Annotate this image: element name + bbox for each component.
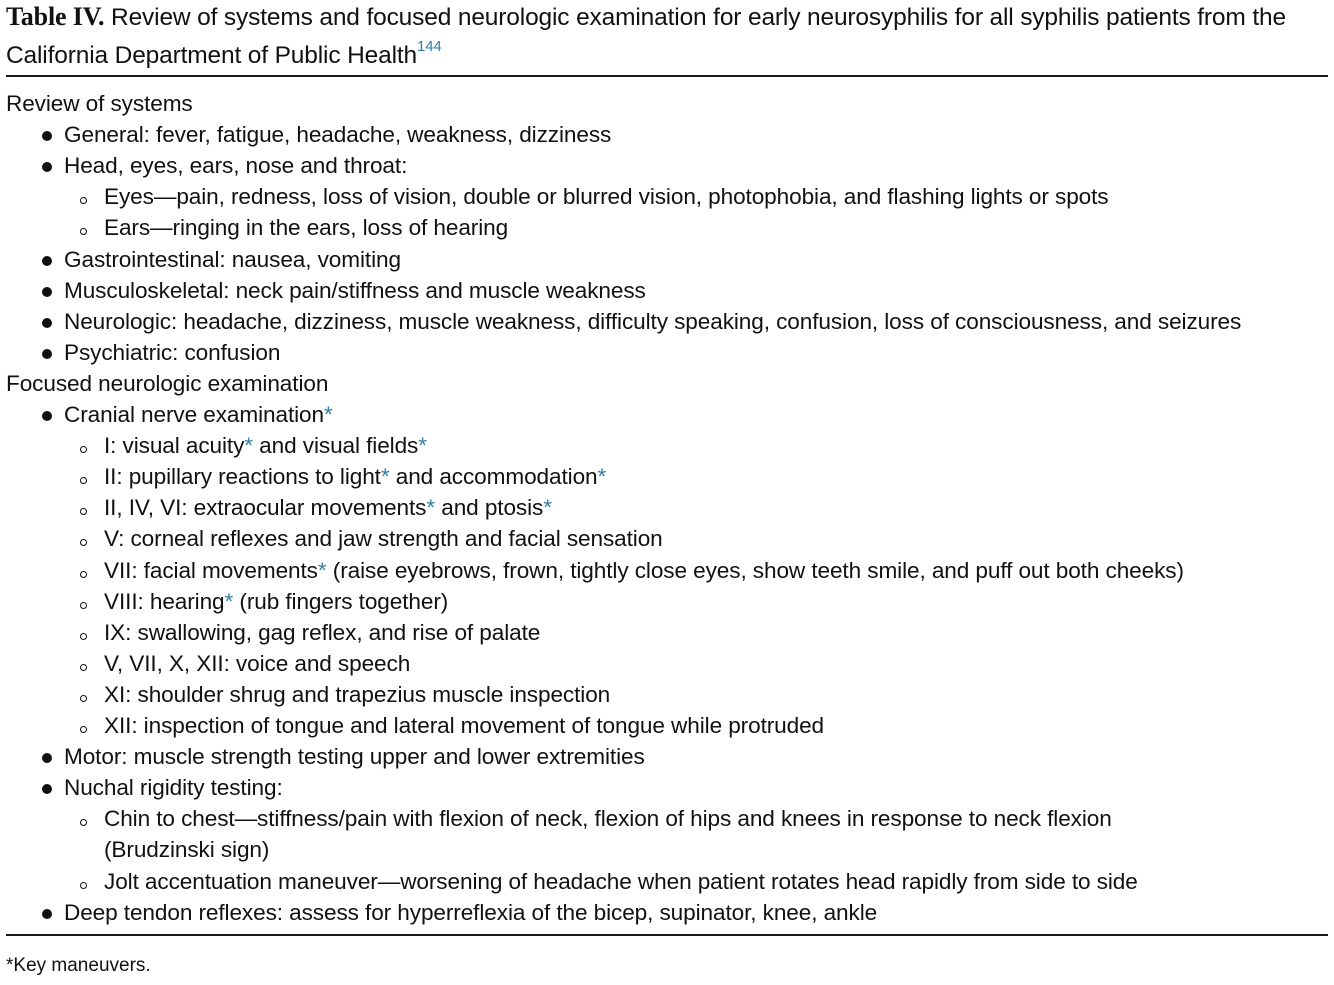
top-rule xyxy=(6,75,1328,77)
key-maneuver-asterisk: * xyxy=(543,495,552,520)
sub-list-item xyxy=(104,866,1138,897)
circle-bullet-icon xyxy=(80,819,87,826)
sub-list-item-text: I: visual acuity* and visual fields* xyxy=(104,433,427,458)
list-item xyxy=(64,337,280,368)
sub-list-item-continuation xyxy=(104,834,269,865)
list-item xyxy=(64,399,333,430)
list-item-text: Musculoskeletal: neck pain/stiffness and muscle weakness xyxy=(64,278,646,303)
key-maneuver-asterisk: * xyxy=(224,589,234,614)
sub-list-item-text: IX: swallowing, gag reflex, and rise of palate xyxy=(104,620,541,645)
bullet-icon xyxy=(42,287,52,297)
sub-list-item xyxy=(104,679,610,710)
sub-list-item xyxy=(104,586,448,617)
sub-list-item-text: VIII: hearing* (rub fingers together) xyxy=(104,589,449,614)
circle-bullet-icon xyxy=(80,477,87,484)
key-maneuver-asterisk: * xyxy=(426,495,436,520)
circle-bullet-icon xyxy=(80,539,87,546)
sub-list-item xyxy=(104,648,410,679)
list-item xyxy=(64,150,407,181)
circle-bullet-icon xyxy=(80,726,87,733)
sub-list-item-text: II: pupillary reactions to light* and accommodation* xyxy=(104,464,607,489)
bottom-rule xyxy=(6,934,1328,936)
list-item-text: Deep tendon reflexes: assess for hyperreflexia of the bicep, supinator, knee, ankle xyxy=(64,900,878,925)
sub-list-item xyxy=(104,430,427,461)
bullet-icon xyxy=(42,256,52,266)
key-maneuver-asterisk: * xyxy=(317,558,327,583)
sub-list-item-text: XI: shoulder shrug and trapezius muscle inspection xyxy=(104,682,611,707)
sub-list-item xyxy=(104,461,606,492)
list-item-text: Neurologic: headache, dizziness, muscle weakness, difficulty speaking, confusion, loss of consciousness, and seizures xyxy=(64,309,1242,334)
bullet-icon xyxy=(42,131,52,141)
key-maneuver-asterisk: * xyxy=(323,402,333,427)
circle-bullet-icon xyxy=(80,508,87,515)
sub-list-item xyxy=(104,492,552,523)
sub-list-item-text: Jolt accentuation maneuver—worsening of headache when patient rotates head rapidly from side to side xyxy=(104,869,1138,894)
bullet-icon xyxy=(42,411,52,421)
bullet-icon xyxy=(42,318,52,328)
circle-bullet-icon xyxy=(80,882,87,889)
key-maneuver-asterisk: * xyxy=(418,433,427,458)
table-label: Table IV. xyxy=(6,2,105,31)
sub-list-item-text: XII: inspection of tongue and lateral movement of tongue while protruded xyxy=(104,713,825,738)
bullet-icon xyxy=(42,909,52,919)
list-item xyxy=(64,119,611,150)
section-heading xyxy=(6,368,328,399)
list-item-text: Head, eyes, ears, nose and throat: xyxy=(64,153,408,178)
circle-bullet-icon xyxy=(80,633,87,640)
sub-list-item-text: VII: facial movements* (raise eyebrows, frown, tightly close eyes, show teeth smile, and puff out both cheeks) xyxy=(104,558,1184,583)
list-item xyxy=(64,772,283,803)
sub-list-item-text: Eyes—pain, redness, loss of vision, double or blurred vision, photophobia, and flashing lights or spots xyxy=(104,184,1109,209)
sub-list-item-text: Ears—ringing in the ears, loss of hearing xyxy=(104,215,509,240)
sub-list-item xyxy=(104,555,1184,586)
list-item xyxy=(64,306,1241,337)
list-item-text: Motor: muscle strength testing upper and lower extremities xyxy=(64,744,645,769)
list-item xyxy=(64,741,645,772)
key-maneuver-asterisk: * xyxy=(244,433,253,458)
sub-list-item xyxy=(104,617,540,648)
circle-bullet-icon xyxy=(80,664,87,671)
bullet-icon xyxy=(42,784,52,794)
key-maneuver-asterisk: * xyxy=(597,464,607,489)
key-maneuver-asterisk: * xyxy=(380,464,390,489)
sub-list-item xyxy=(104,803,1112,834)
bullet-icon xyxy=(42,753,52,763)
circle-bullet-icon xyxy=(80,197,87,204)
sub-list-item xyxy=(104,181,1109,212)
section-heading xyxy=(6,88,193,119)
reference-superscript: 144 xyxy=(417,38,442,55)
sub-list-item xyxy=(104,212,508,243)
sub-list-item-continuation-text: (Brudzinski sign) xyxy=(104,837,270,862)
list-item-text: Nuchal rigidity testing: xyxy=(64,775,283,800)
table-caption xyxy=(6,1,1326,72)
circle-bullet-icon xyxy=(80,695,87,702)
circle-bullet-icon xyxy=(80,228,87,235)
bullet-icon xyxy=(42,162,52,172)
footnote: *Key maneuvers. xyxy=(6,955,151,976)
bullet-icon xyxy=(42,349,52,359)
sub-list-item-text: II, IV, VI: extraocular movements* and ptosis* xyxy=(104,495,552,520)
list-item xyxy=(64,897,877,928)
section-heading-text: Review of systems xyxy=(6,91,193,116)
list-item-text: Gastrointestinal: nausea, vomiting xyxy=(64,247,401,272)
circle-bullet-icon xyxy=(80,602,87,609)
list-item-text: Psychiatric: confusion xyxy=(64,340,281,365)
list-item xyxy=(64,275,646,306)
list-item-text: Cranial nerve examination* xyxy=(64,402,333,427)
sub-list-item-text: V, VII, X, XII: voice and speech xyxy=(104,651,411,676)
sub-list-item-text: V: corneal reflexes and jaw strength and facial sensation xyxy=(104,526,663,551)
circle-bullet-icon xyxy=(80,571,87,578)
list-item xyxy=(64,244,401,275)
circle-bullet-icon xyxy=(80,446,87,453)
list-item-text: General: fever, fatigue, headache, weakness, dizziness xyxy=(64,122,612,147)
table-title: Review of systems and focused neurologic examination for early neurosyphilis for all syphilis patients from the California Department of Public Health xyxy=(6,4,1286,70)
sub-list-item xyxy=(104,523,663,554)
sub-list-item xyxy=(104,710,824,741)
sub-list-item-text: Chin to chest—stiffness/pain with flexion of neck, flexion of hips and knees in response to neck flexion xyxy=(104,806,1112,831)
section-heading-text: Focused neurologic examination xyxy=(6,371,329,396)
